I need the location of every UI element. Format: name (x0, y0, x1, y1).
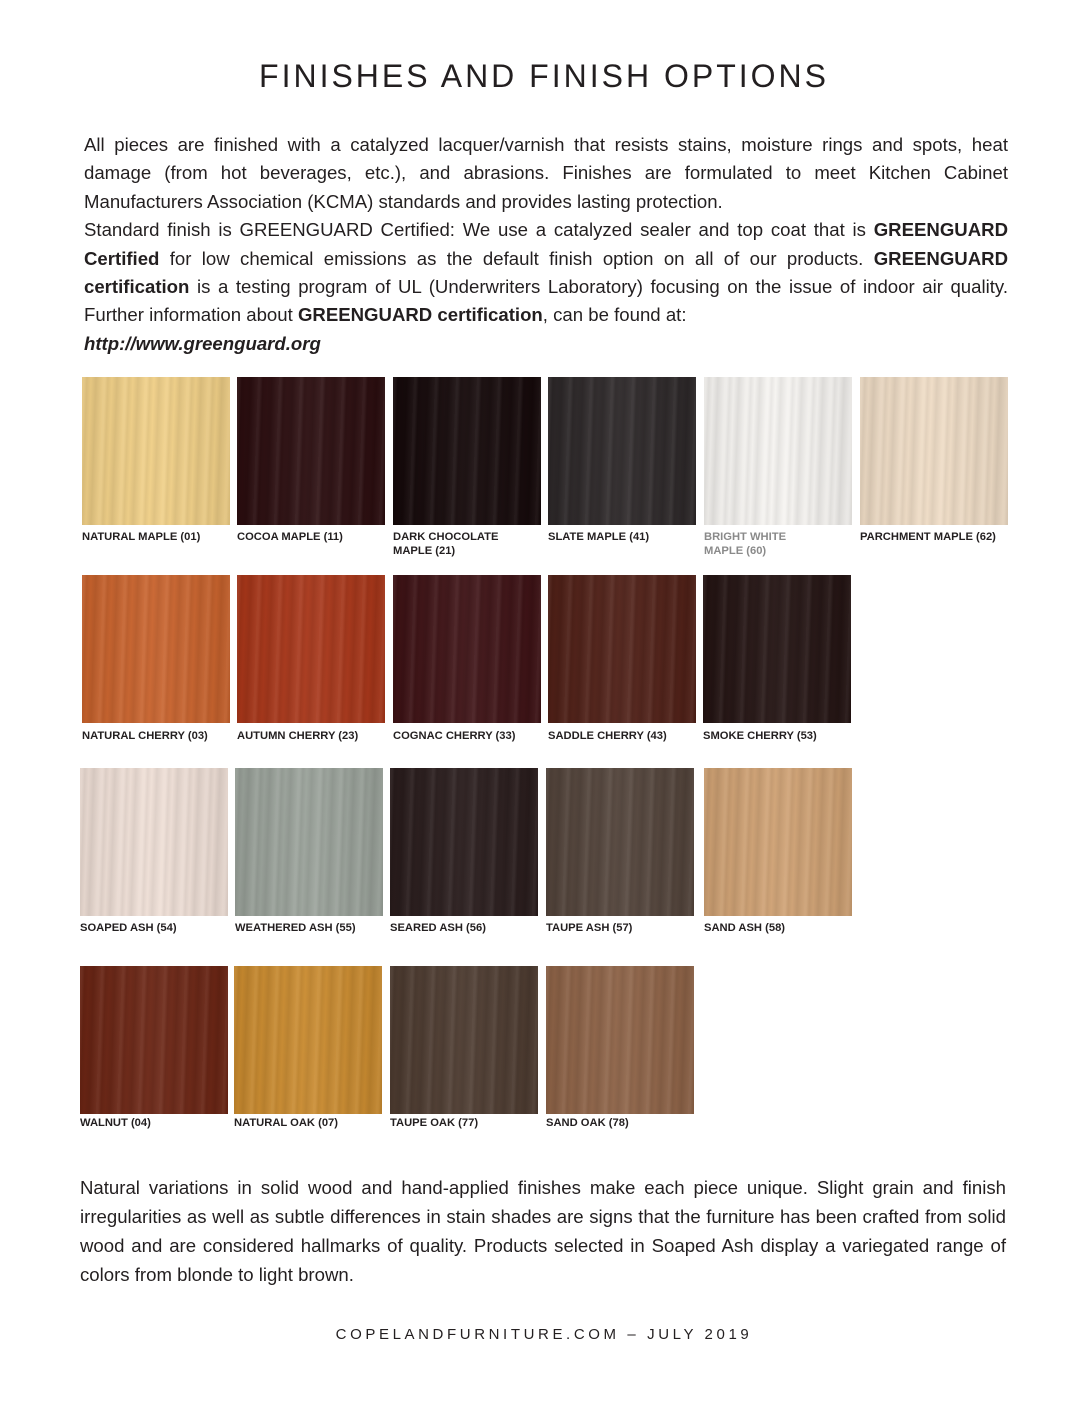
swatch-label: NATURAL CHERRY (03) (82, 730, 208, 742)
swatch-label: SAND ASH (58) (704, 922, 786, 934)
swatch-label: TAUPE OAK (77) (390, 1117, 479, 1129)
swatch-sand-oak (546, 966, 694, 1114)
swatch-label: WALNUT (04) (80, 1117, 151, 1129)
swatch-label: SAND OAK (78) (546, 1117, 629, 1129)
greenguard-link[interactable]: http://www.greenguard.org (84, 332, 321, 354)
swatch-natural-maple (82, 377, 230, 525)
swatch-label: SOAPED ASH (54) (80, 922, 177, 934)
swatch-bright-white-maple (704, 377, 852, 525)
swatch-label: TAUPE ASH (57) (546, 922, 633, 934)
swatch-saddle-cherry (548, 575, 696, 723)
swatch-label: SEARED ASH (56) (390, 922, 486, 934)
intro-paragraph-2: Standard finish is GREENGUARD Certified: We use a catalyzed sealer and top coat that is GREENGUARD Certified for low chemical emissions as the default finish option on all of our products. GREENGUARD certification is a testing program of UL (Underwriters Laboratory) focusing on the issue of indoor air quality. Further information about GREENGUARD certification, can be found at: (84, 219, 1008, 326)
swatch-natural-oak (234, 966, 382, 1114)
swatch-seared-ash (390, 768, 538, 916)
swatch-label: NATURAL OAK (07) (234, 1117, 339, 1129)
swatch-slate-maple (548, 377, 696, 525)
swatch-smoke-cherry (703, 575, 851, 723)
swatch-label: AUTUMN CHERRY (23) (237, 730, 359, 742)
swatch-label: BRIGHT WHITE MAPLE (60) (704, 531, 787, 557)
swatch-soaped-ash (80, 768, 228, 916)
swatch-cocoa-maple (237, 377, 385, 525)
swatch-label: NATURAL MAPLE (01) (82, 531, 201, 543)
swatch-weathered-ash (235, 768, 383, 916)
swatch-cognac-cherry (393, 575, 541, 723)
swatch-autumn-cherry (237, 575, 385, 723)
swatch-label: DARK CHOCOLATE MAPLE (21) (393, 531, 499, 557)
swatch-taupe-ash (546, 768, 694, 916)
swatch-label: COCOA MAPLE (11) (237, 531, 343, 543)
swatch-label: SMOKE CHERRY (53) (703, 730, 817, 742)
intro-text (84, 131, 1008, 358)
intro-paragraph-1: All pieces are finished with a catalyzed lacquer/varnish that resists stains, moisture rings and spots, heat damage (from hot beverages, etc.), and abrasions. Finishes are formulated to meet Kitchen Cabinet Manufacturers Association (KCMA) standards and provides lasting protection. (84, 134, 1008, 212)
swatch-dark-chocolate-maple (393, 377, 541, 525)
swatch-natural-cherry (82, 575, 230, 723)
swatch-parchment-maple (860, 377, 1008, 525)
swatch-taupe-oak (390, 966, 538, 1114)
footer: COPELANDFURNITURE.COM – JULY 2019 (335, 1326, 753, 1343)
page-title: FINISHES AND FINISH OPTIONS (259, 58, 829, 94)
swatch-label: COGNAC CHERRY (33) (393, 730, 516, 742)
swatch-walnut (80, 966, 228, 1114)
swatch-label: PARCHMENT MAPLE (62) (860, 531, 996, 543)
swatch-sand-ash (704, 768, 852, 916)
swatch-label: WEATHERED ASH (55) (235, 922, 356, 934)
swatch-label: SLATE MAPLE (41) (548, 531, 650, 543)
closing-paragraph: Natural variations in solid wood and hand-applied finishes make each piece unique. Slight grain and finish irregularities as well as subtle differences in stain shades are signs that the furniture has been crafted from solid wood and are considered hallmarks of quality. Products selected in Soaped Ash display a variegated range of colors from blonde to light brown. (80, 1177, 1006, 1285)
swatch-label: SADDLE CHERRY (43) (548, 730, 667, 742)
